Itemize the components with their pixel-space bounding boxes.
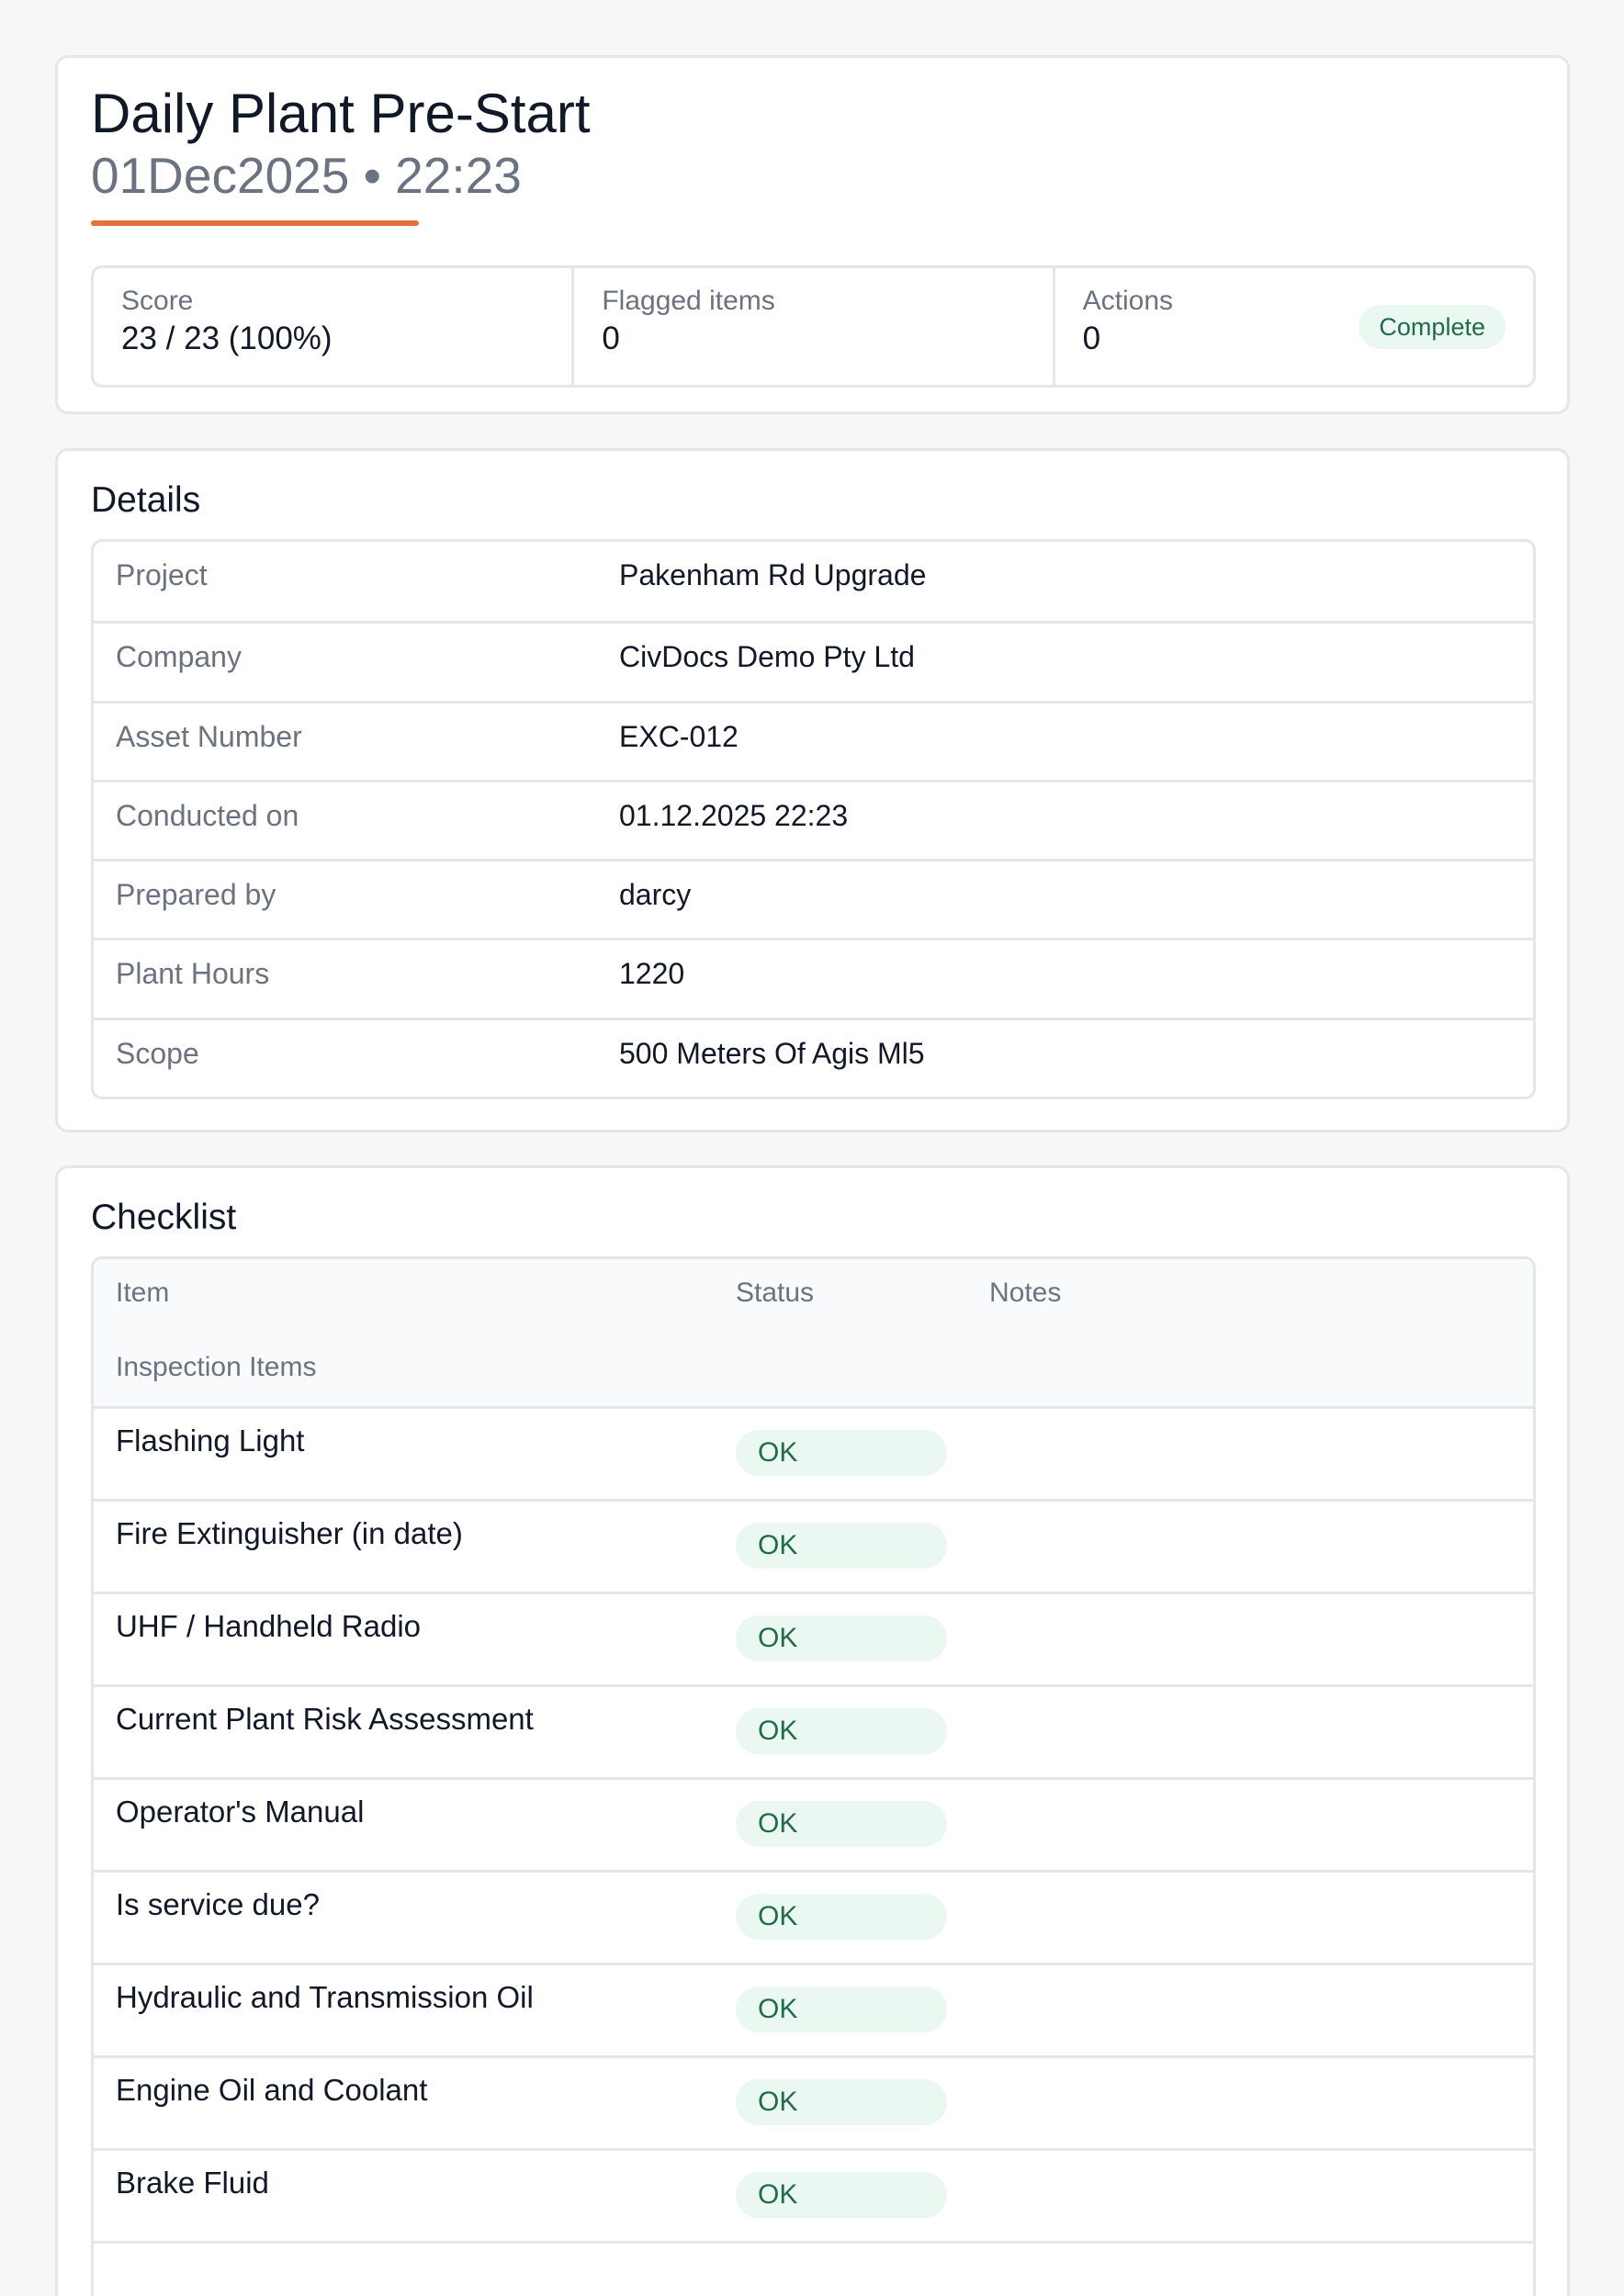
checklist-item-label: Is service due? [116,1887,320,1921]
details-row-value: 1220 [619,957,685,991]
details-row-label: Project [116,558,208,591]
flagged-value: 0 [602,321,620,356]
checklist-row [94,1409,1533,1502]
report-header-card [55,55,1570,414]
checklist-item-label: UHF / Handheld Radio [116,1609,421,1643]
details-card [55,448,1570,1132]
report-datetime [91,146,522,205]
details-row [94,780,1533,859]
checklist-status-pill: OK [736,2079,947,2125]
details-row-label: Prepared by [116,878,276,912]
details-row-label: Plant Hours [116,957,270,991]
column-header-status: Status [736,1277,815,1308]
details-row [94,859,1533,938]
checklist-status-pill: OK [736,1801,947,1847]
checklist-row [94,2058,1533,2151]
status-badge: Complete [1359,305,1506,349]
page-title: Daily Plant Pre-Start [91,83,591,144]
actions-label: Actions [1082,286,1174,316]
datetime-separator: • [363,147,381,204]
summary-bar [91,265,1536,388]
details-row-value: 500 Meters Of Agis Ml5 [619,1036,925,1070]
checklist-status-pill: OK [736,1986,947,2032]
details-row-label: Asset Number [116,719,302,753]
checklist-status-pill: OK [736,1523,947,1569]
column-header-item: Item [116,1277,170,1308]
details-row-value: EXC-012 [619,719,739,753]
checklist-item-label: Fire Extinguisher (in date) [116,1516,463,1550]
checklist-row [94,1780,1533,1873]
checklist-status-pill: OK [736,2172,947,2218]
checklist-item-label: Hydraulic and Transmission Oil [116,1980,534,2014]
checklist-rows [94,1409,1533,2244]
details-title: Details [91,480,201,520]
checklist-item-label: Current Plant Risk Assessment [116,1702,534,1736]
checklist-status-pill: OK [736,1708,947,1754]
details-row-label: Scope [116,1036,199,1070]
score-cell [94,268,571,385]
report-date: 01Dec2025 [91,147,350,204]
checklist-status-pill: OK [736,1894,947,1940]
checklist-item-label: Operator's Manual [116,1795,365,1829]
details-row [94,621,1533,700]
details-row-label: Conducted on [116,798,299,832]
checklist-row [94,1687,1533,1780]
checklist-row [94,1965,1533,2058]
checklist-item-label: Brake Fluid [116,2166,269,2200]
details-row-value: Pakenham Rd Upgrade [619,558,927,591]
checklist-title: Checklist [91,1198,237,1237]
checklist-table [91,1256,1536,2296]
details-row [94,1018,1533,1097]
details-row-value: darcy [619,878,692,912]
details-row [94,701,1533,780]
details-table [91,539,1536,1099]
details-row-label: Company [116,640,242,674]
checklist-header [94,1259,1533,1409]
details-row-value: CivDocs Demo Pty Ltd [619,640,915,674]
checklist-row [94,2151,1533,2244]
actions-value: 0 [1082,321,1101,356]
checklist-item-label: Flashing Light [116,1424,305,1458]
details-row-value: 01.12.2025 22:23 [619,798,849,832]
score-value: 23 / 23 (100%) [121,321,333,356]
checklist-item-label: Engine Oil and Coolant [116,2073,428,2107]
checklist-row [94,1502,1533,1594]
checklist-status-pill: OK [736,1615,947,1661]
flagged-label: Flagged items [602,286,775,316]
checklist-row [94,1594,1533,1687]
column-header-notes: Notes [989,1277,1062,1308]
details-row [94,542,1533,621]
details-row [94,938,1533,1017]
flagged-cell [571,268,1052,385]
checklist-group-heading: Inspection Items [116,1352,317,1382]
actions-cell [1053,268,1533,385]
checklist-status-pill: OK [736,1430,947,1476]
report-time: 22:23 [395,147,522,204]
score-label: Score [121,286,194,316]
checklist-card [55,1165,1570,2296]
checklist-row [94,1873,1533,1965]
title-accent-rule [91,220,419,226]
